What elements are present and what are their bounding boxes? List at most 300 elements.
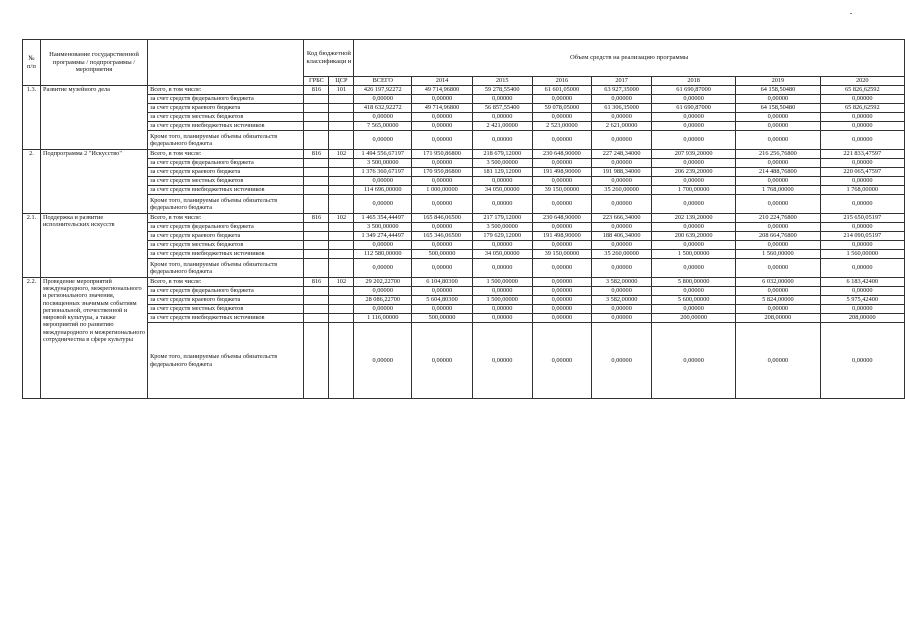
value-year: 0,00000 xyxy=(412,159,473,168)
value-year: 1 500,00000 xyxy=(472,296,532,305)
value-year: 0,00000 xyxy=(532,259,592,278)
value-year: 0,00000 xyxy=(592,177,652,186)
value-year: 0,00000 xyxy=(651,195,735,214)
value-total: 1 465 354,44497 xyxy=(354,214,412,223)
grbs-code xyxy=(304,159,329,168)
csr-code xyxy=(329,314,354,323)
value-year: 0,00000 xyxy=(736,287,820,296)
value-year: 0,00000 xyxy=(472,113,532,122)
table-row xyxy=(23,278,905,287)
value-total: 7 565,00000 xyxy=(354,122,412,131)
csr-code xyxy=(329,95,354,104)
value-year: 0,00000 xyxy=(412,113,473,122)
value-year: 0,00000 xyxy=(472,195,532,214)
value-year: 65 826,62592 xyxy=(820,104,904,113)
funding-source-label: за счет средств внебюджетных источников xyxy=(148,122,304,131)
value-year: 0,00000 xyxy=(532,278,592,287)
budget-table-body xyxy=(23,86,905,399)
csr-code: 101 xyxy=(329,86,354,95)
header-blank xyxy=(148,40,304,86)
value-year: 0,00000 xyxy=(820,259,904,278)
value-year: 0,00000 xyxy=(412,259,473,278)
value-year: 179 629,12000 xyxy=(472,232,532,241)
table-row xyxy=(23,241,905,250)
csr-code xyxy=(329,287,354,296)
funding-source-label: Кроме того, планируемые объемы обязательств федерального бюджета xyxy=(148,259,304,278)
program-name: Поддержка и развитие исполнительских искусств xyxy=(40,214,147,278)
grbs-code xyxy=(304,250,329,259)
value-year: 0,00000 xyxy=(820,323,904,399)
value-year: 5 604,80300 xyxy=(412,296,473,305)
grbs-code xyxy=(304,223,329,232)
value-year: 214 488,76800 xyxy=(736,168,820,177)
header-year: 2019 xyxy=(736,77,820,86)
value-year: 0,00000 xyxy=(592,131,652,150)
funding-source-label: Всего, в том числе: xyxy=(148,214,304,223)
value-year: 208 664,76800 xyxy=(736,232,820,241)
grbs-code xyxy=(304,186,329,195)
value-year: 61 690,87000 xyxy=(651,104,735,113)
funding-source-label: за счет средств федерального бюджета xyxy=(148,95,304,104)
funding-source-label: за счет средств внебюджетных источников xyxy=(148,186,304,195)
csr-code xyxy=(329,259,354,278)
csr-code xyxy=(329,104,354,113)
value-total: 1 116,00000 xyxy=(354,314,412,323)
value-year: 34 050,00000 xyxy=(472,250,532,259)
value-year: 0,00000 xyxy=(412,122,473,131)
funding-source-label: Кроме того, планируемые объемы обязательств федерального бюджета xyxy=(148,131,304,150)
table-row xyxy=(23,305,905,314)
table-row xyxy=(23,250,905,259)
value-year: 0,00000 xyxy=(592,323,652,399)
value-year: 0,00000 xyxy=(532,314,592,323)
grbs-code xyxy=(304,323,329,399)
value-total: 0,00000 xyxy=(354,287,412,296)
value-year: 61 690,87000 xyxy=(651,86,735,95)
grbs-code: 816 xyxy=(304,86,329,95)
value-year: 221 833,47597 xyxy=(820,150,904,159)
value-year: 6 104,80300 xyxy=(412,278,473,287)
value-total: 426 197,92272 xyxy=(354,86,412,95)
value-year: 0,00000 xyxy=(651,122,735,131)
value-year: 0,00000 xyxy=(736,305,820,314)
funding-source-label: за счет средств краевого бюджета xyxy=(148,232,304,241)
value-total: 0,00000 xyxy=(354,177,412,186)
value-year: 0,00000 xyxy=(736,131,820,150)
grbs-code xyxy=(304,168,329,177)
value-year: 0,00000 xyxy=(651,305,735,314)
grbs-code: 816 xyxy=(304,150,329,159)
value-year: 0,00000 xyxy=(532,113,592,122)
value-year: 49 714,96800 xyxy=(412,86,473,95)
value-year: 0,00000 xyxy=(820,159,904,168)
value-year: 0,00000 xyxy=(651,287,735,296)
value-year: 208,00000 xyxy=(736,314,820,323)
value-year: 0,00000 xyxy=(736,177,820,186)
grbs-code xyxy=(304,131,329,150)
value-year: 1 700,00000 xyxy=(651,186,735,195)
program-name: Подпрограмма 2 "Искусство" xyxy=(40,150,147,214)
value-total: 0,00000 xyxy=(354,305,412,314)
grbs-code xyxy=(304,177,329,186)
value-year: 0,00000 xyxy=(651,131,735,150)
value-year: 5 600,00000 xyxy=(651,296,735,305)
table-row xyxy=(23,104,905,113)
value-year: 0,00000 xyxy=(532,177,592,186)
header-year: 2016 xyxy=(532,77,592,86)
value-year: 0,00000 xyxy=(412,323,473,399)
program-name: Проведение мероприятий международного, межрегионального и регионального значения, посвященных значимым событиям региональной, отечественной и мировой культуры, а также мероприятий по развитию международного и межрегионального сотрудничества в сфере культуры xyxy=(40,278,147,399)
value-year: 61 601,05000 xyxy=(532,86,592,95)
grbs-code xyxy=(304,296,329,305)
value-year: 0,00000 xyxy=(532,131,592,150)
value-year: 2 421,00000 xyxy=(472,122,532,131)
header-total: ВСЕГО xyxy=(354,77,412,86)
value-year: 0,00000 xyxy=(472,259,532,278)
row-number: 2.1. xyxy=(23,214,41,278)
funding-source-label: за счет средств федерального бюджета xyxy=(148,223,304,232)
table-row xyxy=(23,214,905,223)
value-year: 3 500,00000 xyxy=(472,223,532,232)
funding-source-label: Всего, в том числе: xyxy=(148,278,304,287)
value-year: 181 129,12000 xyxy=(472,168,532,177)
funding-source-label: за счет средств местных бюджетов xyxy=(148,241,304,250)
value-year: 35 260,00000 xyxy=(592,250,652,259)
grbs-code xyxy=(304,314,329,323)
value-year: 191 988,34000 xyxy=(592,168,652,177)
value-total: 28 086,22700 xyxy=(354,296,412,305)
table-row xyxy=(23,95,905,104)
grbs-code xyxy=(304,287,329,296)
value-year: 0,00000 xyxy=(592,287,652,296)
csr-code xyxy=(329,296,354,305)
csr-code xyxy=(329,159,354,168)
value-year: 227 248,34000 xyxy=(592,150,652,159)
value-year: 0,00000 xyxy=(532,159,592,168)
value-year: 188 406,34000 xyxy=(592,232,652,241)
table-row xyxy=(23,122,905,131)
value-total: 1 494 556,67197 xyxy=(354,150,412,159)
table-row xyxy=(23,186,905,195)
value-year: 0,00000 xyxy=(532,95,592,104)
value-year: 0,00000 xyxy=(736,259,820,278)
value-year: 200,00000 xyxy=(651,314,735,323)
value-year: 216 256,76800 xyxy=(736,150,820,159)
value-year: 65 826,62592 xyxy=(820,86,904,95)
value-year: 0,00000 xyxy=(592,113,652,122)
value-year: 34 050,00000 xyxy=(472,186,532,195)
value-year: 0,00000 xyxy=(592,95,652,104)
value-year: 2 621,00000 xyxy=(592,122,652,131)
value-year: 207 939,20000 xyxy=(651,150,735,159)
table-row xyxy=(23,223,905,232)
value-year: 39 150,00000 xyxy=(532,186,592,195)
value-year: 0,00000 xyxy=(820,113,904,122)
funding-source-label: за счет средств краевого бюджета xyxy=(148,168,304,177)
funding-source-label: за счет средств федерального бюджета xyxy=(148,287,304,296)
table-row xyxy=(23,232,905,241)
funding-source-label: Кроме того, планируемые объемы обязательств федерального бюджета xyxy=(148,195,304,214)
value-year: 0,00000 xyxy=(736,122,820,131)
value-year: 0,00000 xyxy=(532,241,592,250)
funding-source-label: Всего, в том числе: xyxy=(148,150,304,159)
value-year: 210 224,76800 xyxy=(736,214,820,223)
value-year: 217 179,12000 xyxy=(472,214,532,223)
csr-code: 102 xyxy=(329,214,354,223)
value-year: 223 666,34000 xyxy=(592,214,652,223)
grbs-code xyxy=(304,305,329,314)
value-year: 0,00000 xyxy=(532,323,592,399)
grbs-code: 816 xyxy=(304,278,329,287)
value-year: 0,00000 xyxy=(820,131,904,150)
grbs-code xyxy=(304,104,329,113)
csr-code xyxy=(329,168,354,177)
grbs-code xyxy=(304,259,329,278)
value-year: 0,00000 xyxy=(532,296,592,305)
value-year: 500,00000 xyxy=(412,250,473,259)
value-year: 0,00000 xyxy=(651,259,735,278)
table-row xyxy=(23,113,905,122)
csr-code xyxy=(329,241,354,250)
value-year: 5 975,42400 xyxy=(820,296,904,305)
value-year: 200 639,20000 xyxy=(651,232,735,241)
value-year: 63 927,35000 xyxy=(592,86,652,95)
value-year: 0,00000 xyxy=(412,195,473,214)
value-year: 171 950,86800 xyxy=(412,150,473,159)
value-year: 0,00000 xyxy=(412,287,473,296)
value-year: 191 498,90000 xyxy=(532,168,592,177)
value-year: 64 158,50480 xyxy=(736,104,820,113)
value-total: 0,00000 xyxy=(354,195,412,214)
grbs-code xyxy=(304,122,329,131)
value-year: 0,00000 xyxy=(736,159,820,168)
value-year: 6 183,42400 xyxy=(820,278,904,287)
value-total: 0,00000 xyxy=(354,323,412,399)
funding-source-label: за счет средств краевого бюджета xyxy=(148,296,304,305)
value-year: 165 846,06500 xyxy=(412,214,473,223)
table-row xyxy=(23,177,905,186)
grbs-code xyxy=(304,113,329,122)
funding-source-label: за счет средств краевого бюджета xyxy=(148,104,304,113)
value-year: 208,00000 xyxy=(820,314,904,323)
value-year: 64 158,50480 xyxy=(736,86,820,95)
value-year: 0,00000 xyxy=(412,177,473,186)
value-year: 0,00000 xyxy=(532,287,592,296)
value-total: 29 202,22700 xyxy=(354,278,412,287)
value-total: 1 349 274,44497 xyxy=(354,232,412,241)
csr-code xyxy=(329,323,354,399)
table-row xyxy=(23,195,905,214)
value-year: 6 032,00000 xyxy=(736,278,820,287)
funding-source-label: за счет средств местных бюджетов xyxy=(148,113,304,122)
csr-code xyxy=(329,113,354,122)
table-row xyxy=(23,159,905,168)
scan-speck xyxy=(850,13,852,14)
value-year: 61 306,35000 xyxy=(592,104,652,113)
value-year: 0,00000 xyxy=(651,323,735,399)
header-year: 2020 xyxy=(820,77,904,86)
funding-source-label: за счет средств местных бюджетов xyxy=(148,305,304,314)
value-year: 0,00000 xyxy=(736,113,820,122)
value-year: 202 139,20000 xyxy=(651,214,735,223)
value-year: 0,00000 xyxy=(651,159,735,168)
grbs-code: 816 xyxy=(304,214,329,223)
funding-source-label: за счет средств местных бюджетов xyxy=(148,177,304,186)
value-year: 0,00000 xyxy=(532,305,592,314)
header-no: № п/п xyxy=(23,40,41,86)
value-year: 0,00000 xyxy=(820,287,904,296)
header-code: Код бюджетной классификаци и xyxy=(304,40,354,77)
csr-code xyxy=(329,305,354,314)
value-year: 0,00000 xyxy=(412,223,473,232)
value-total: 0,00000 xyxy=(354,241,412,250)
funding-source-label: за счет средств федерального бюджета xyxy=(148,159,304,168)
value-year: 1 560,00000 xyxy=(820,250,904,259)
value-year: 5 800,00000 xyxy=(651,278,735,287)
value-year: 2 523,00000 xyxy=(532,122,592,131)
value-year: 0,00000 xyxy=(820,177,904,186)
value-year: 59 078,05000 xyxy=(532,104,592,113)
csr-code xyxy=(329,122,354,131)
value-total: 0,00000 xyxy=(354,131,412,150)
value-year: 191 498,90000 xyxy=(532,232,592,241)
value-year: 220 065,47597 xyxy=(820,168,904,177)
funding-source-label: за счет средств внебюджетных источников xyxy=(148,314,304,323)
value-year: 0,00000 xyxy=(472,177,532,186)
program-name: Развитие музейного дела xyxy=(40,86,147,150)
value-year: 0,00000 xyxy=(532,195,592,214)
value-year: 206 239,20000 xyxy=(651,168,735,177)
csr-code: 102 xyxy=(329,150,354,159)
value-year: 56 857,55400 xyxy=(472,104,532,113)
value-year: 5 824,00000 xyxy=(736,296,820,305)
value-year: 0,00000 xyxy=(592,259,652,278)
value-year: 1 000,00000 xyxy=(412,186,473,195)
header-year: 2017 xyxy=(592,77,652,86)
value-year: 0,00000 xyxy=(472,323,532,399)
value-year: 170 950,86800 xyxy=(412,168,473,177)
value-year: 0,00000 xyxy=(820,241,904,250)
budget-table-sheet xyxy=(22,39,905,399)
value-total: 3 500,00000 xyxy=(354,223,412,232)
csr-code xyxy=(329,131,354,150)
table-row xyxy=(23,168,905,177)
value-year: 0,00000 xyxy=(651,113,735,122)
grbs-code xyxy=(304,195,329,214)
budget-table xyxy=(22,39,905,399)
value-year: 500,00000 xyxy=(412,314,473,323)
table-row xyxy=(23,131,905,150)
grbs-code xyxy=(304,95,329,104)
value-total: 418 632,92272 xyxy=(354,104,412,113)
value-year: 230 648,90000 xyxy=(532,150,592,159)
value-year: 0,00000 xyxy=(472,241,532,250)
value-year: 1 768,00000 xyxy=(820,186,904,195)
value-year: 1 768,00000 xyxy=(736,186,820,195)
value-year: 0,00000 xyxy=(820,195,904,214)
value-year: 1 560,00000 xyxy=(736,250,820,259)
value-year: 0,00000 xyxy=(820,305,904,314)
header-year: 2014 xyxy=(412,77,473,86)
value-year: 0,00000 xyxy=(472,305,532,314)
csr-code xyxy=(329,177,354,186)
csr-code xyxy=(329,195,354,214)
grbs-code xyxy=(304,232,329,241)
table-row xyxy=(23,259,905,278)
value-year: 0,00000 xyxy=(412,95,473,104)
funding-source-label: Всего, в том числе: xyxy=(148,86,304,95)
funding-source-label: Кроме того, планируемые объемы обязательств федерального бюджета xyxy=(148,323,304,399)
value-year: 3 582,00000 xyxy=(592,296,652,305)
value-year: 0,00000 xyxy=(651,95,735,104)
value-year: 39 150,00000 xyxy=(532,250,592,259)
table-row xyxy=(23,314,905,323)
table-row xyxy=(23,287,905,296)
value-year: 1 500,00000 xyxy=(651,250,735,259)
value-year: 0,00000 xyxy=(820,223,904,232)
header-name: Наименование государственной программы / подпрограммы / мероприятия xyxy=(40,40,147,86)
row-number: 2.2. xyxy=(23,278,41,399)
header-volume: Объем средств на реализацию программы xyxy=(354,40,905,77)
table-row xyxy=(23,323,905,399)
value-total: 0,00000 xyxy=(354,259,412,278)
value-year: 0,00000 xyxy=(592,305,652,314)
funding-source-label: за счет средств внебюджетных источников xyxy=(148,250,304,259)
value-year: 0,00000 xyxy=(651,241,735,250)
value-year: 0,00000 xyxy=(820,95,904,104)
value-total: 114 696,00000 xyxy=(354,186,412,195)
value-total: 1 376 360,67197 xyxy=(354,168,412,177)
value-year: 0,00000 xyxy=(736,195,820,214)
table-row xyxy=(23,296,905,305)
value-year: 215 650,05197 xyxy=(820,214,904,223)
value-total: 0,00000 xyxy=(354,113,412,122)
value-year: 0,00000 xyxy=(651,223,735,232)
value-year: 0,00000 xyxy=(532,223,592,232)
value-year: 0,00000 xyxy=(592,241,652,250)
value-year: 59 278,55400 xyxy=(472,86,532,95)
value-year: 0,00000 xyxy=(472,131,532,150)
value-year: 0,00000 xyxy=(592,195,652,214)
header-grbs: ГРБС xyxy=(304,77,329,86)
value-year: 218 679,12000 xyxy=(472,150,532,159)
header-year: 2015 xyxy=(472,77,532,86)
value-year: 0,00000 xyxy=(736,323,820,399)
value-total: 0,00000 xyxy=(354,95,412,104)
csr-code xyxy=(329,250,354,259)
value-year: 0,00000 xyxy=(472,95,532,104)
value-year: 0,00000 xyxy=(472,287,532,296)
value-total: 3 500,00000 xyxy=(354,159,412,168)
csr-code xyxy=(329,232,354,241)
value-year: 165 346,06500 xyxy=(412,232,473,241)
value-year: 0,00000 xyxy=(592,314,652,323)
value-total: 112 580,00000 xyxy=(354,250,412,259)
value-year: 0,00000 xyxy=(592,159,652,168)
value-year: 0,00000 xyxy=(592,223,652,232)
value-year: 0,00000 xyxy=(820,122,904,131)
value-year: 214 090,05197 xyxy=(820,232,904,241)
row-number: 2. xyxy=(23,150,41,214)
csr-code: 102 xyxy=(329,278,354,287)
header-csr: ЦСР xyxy=(329,77,354,86)
value-year: 0,00000 xyxy=(472,314,532,323)
table-row xyxy=(23,150,905,159)
csr-code xyxy=(329,186,354,195)
value-year: 0,00000 xyxy=(412,305,473,314)
value-year: 35 260,00000 xyxy=(592,186,652,195)
value-year: 3 582,00000 xyxy=(592,278,652,287)
